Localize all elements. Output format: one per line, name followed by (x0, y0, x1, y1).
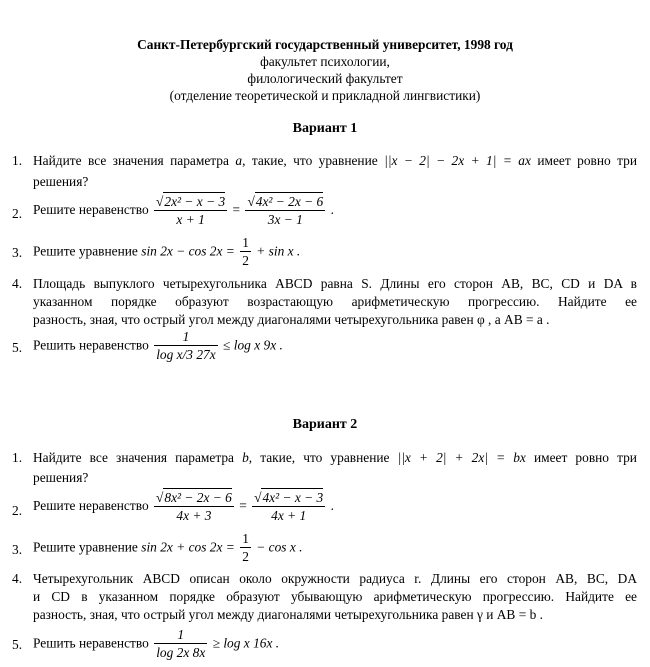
v1-problem2-number: 2. (12, 206, 23, 221)
v1-problem4-line2: указанном порядке образуют возрастающую арифметическую прогрессию. Найдите ее (33, 294, 637, 309)
v2-problem4-line3: разность, зная, что острый угол между диагоналями четырехугольника равен γ и AB = b . (33, 607, 544, 622)
v1-problem4-line1: Площадь выпуклого четырехугольника ABCD равна S. Длины его сторон AB, BC, CD и DA в (33, 276, 637, 291)
v2-problem3-fraction: $\frac{1}{2}$ (242, 531, 249, 564)
v2-problem5: Решить неравенство $\frac{1}{\log 2x 8x}$ ≥ log x 16x . (33, 627, 280, 660)
v2-problem1-equation: ||x + 2| + 2x| = bx (397, 450, 526, 465)
header-line-faculty-philology: филологический факультет (247, 71, 403, 86)
v2-problem1-number: 1. (12, 450, 23, 465)
document-header (0, 36, 650, 104)
v2-problem1-line1: Найдите все значения параметра b, такие, что уравнение ||x + 2| + 2x| = bx имеет ровно три (33, 450, 637, 465)
v2-problem2-number: 2. (12, 503, 23, 518)
header-line-faculty-psychology: факультет психологии, (260, 54, 390, 69)
v1-problem1-line2: решения? (33, 174, 89, 189)
v2-problem4-number: 4. (12, 571, 23, 586)
v2-problem4-line1: Четырехугольник ABCD описан около окружности радиуса r. Длины его сторон AB, BC, DA (33, 571, 637, 586)
v2-problem1-line2: решения? (33, 470, 89, 485)
v1-problem5-number: 5. (12, 340, 23, 355)
variant2-title: Вариант 2 (292, 417, 358, 432)
v2-problem2-left-fraction: $\frac{\text{√8x² − 2x − 6}}{4x + 3}$ (156, 490, 232, 523)
v2-problem5-number: 5. (12, 637, 23, 652)
v1-problem4-number: 4. (12, 276, 23, 291)
v1-problem2: Решите неравенство $\frac{\text{√2x² − x − 3}}{x + 1}$ = $\frac{\text{√4x² − 2x − 6}}{3x - 1}$ . (33, 194, 334, 227)
v2-problem4-line2: и CD в указанном порядке образуют убывающую арифметическую прогрессию. Найдите ее (33, 589, 637, 604)
v1-problem3-number: 3. (12, 245, 23, 260)
v1-problem3-fraction: $\frac{1}{2}$ (242, 235, 249, 268)
v2-problem2-right-fraction: $\frac{\text{√4x² − x − 3}}{4x + 1}$ (254, 490, 324, 523)
variant1-title: Вариант 1 (292, 121, 358, 136)
v2-problem3: Решите уравнение sin 2x + cos 2x = $\frac{1}{2}$ − cos x . (33, 531, 303, 564)
header-title: Санкт-Петербургский государственный университет, 1998 год (137, 37, 513, 52)
v2-problem3-number: 3. (12, 542, 23, 557)
v2-problem2: Решите неравенство $\frac{\text{√8x² − 2x − 6}}{4x + 3}$ = $\frac{\text{√4x² − x − 3}}{4x + 1}$ . (33, 490, 334, 523)
v2-problem5-fraction: $\frac{1}{\log 2x 8x}$ (156, 627, 206, 660)
header-line-department: (отделение теоретической и прикладной лингвистики) (169, 88, 481, 103)
v1-problem3: Решите уравнение sin 2x − cos 2x = $\frac{1}{2}$ + sin x . (33, 235, 301, 268)
v1-problem2-right-fraction: $\frac{\text{√4x² − 2x − 6}}{3x - 1}$ (247, 194, 324, 227)
v1-problem5-fraction: $\frac{1}{\text{log x/3 27x}}$ (156, 329, 216, 362)
v1-problem1-equation: ||x − 2| − 2x + 1| = ax (384, 153, 531, 168)
v1-problem1-number: 1. (12, 153, 23, 168)
v1-problem4-line3: разность, зная, что острый угол между диагоналями четырехугольника равен φ , а AB = a . (33, 312, 550, 327)
v1-problem2-left-fraction: $\frac{\text{√2x² − x − 3}}{x + 1}$ (156, 194, 226, 227)
v1-problem5: Решить неравенство $\frac{1}{\text{log x/3 27x}}$ ≤ log x 9x . (33, 329, 283, 362)
v1-problem1-line1: Найдите все значения параметра a, такие, что уравнение ||x − 2| − 2x + 1| = ax имеет ровно три (33, 153, 637, 168)
